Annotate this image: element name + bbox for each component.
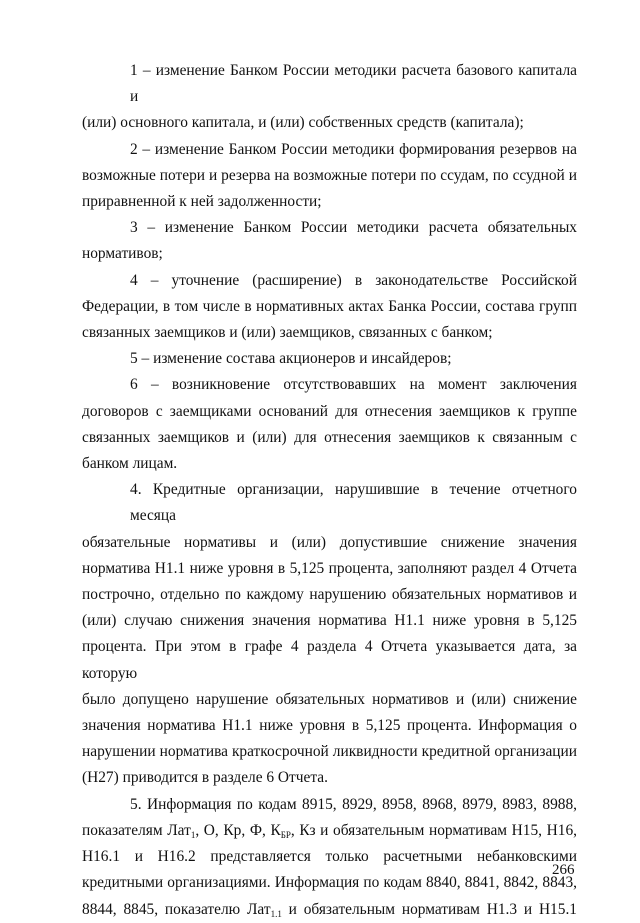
text-line: (Н27) приводится в разделе 6 Отчета.: [82, 769, 328, 787]
text-line: 4. Кредитные организации, нарушившие в течение отчетного месяца: [130, 481, 577, 525]
text-line: 1 – изменение Банком России методики расчета базового капитала и: [130, 62, 577, 106]
section-5-paragraph: [82, 792, 577, 923]
text-line: связанных заемщиков и (или) заемщиков, связанных с банком;: [82, 324, 493, 342]
document-body: [82, 58, 577, 792]
section-5-line-1: 5. Информация по кодам 8915, 8929, 8958, 8968, 8979, 8983, 8988,: [130, 795, 577, 813]
text-line: норматива Н1.1 ниже уровня в 5,125 процента, заполняют раздел 4 Отчета: [82, 559, 577, 577]
text-line: обязательные нормативы и (или) допустившие снижение значения: [82, 533, 577, 551]
paragraph-item-1: [82, 58, 577, 137]
text-line: нарушении норматива краткосрочной ликвидности кредитной организации: [82, 743, 577, 761]
paragraph-item-6: [82, 372, 577, 477]
text-line: банком лицам.: [82, 455, 178, 473]
document-page: [82, 58, 577, 923]
text-line: значения норматива Н1.1 ниже уровня в 5,125 процента. Информация о: [82, 717, 577, 735]
text-line: (или) основного капитала, и (или) собственных средств (капитала);: [82, 114, 524, 132]
text-line: приравненной к ней задолженности;: [82, 193, 322, 211]
text-line: договоров с заемщиками оснований для отнесения заемщиков к группе: [82, 402, 577, 420]
paragraph-item-3: [82, 215, 577, 267]
text-line: связанных заемщиков и (или) для отнесения заемщиков к связанным с: [82, 428, 577, 446]
text-line: 3 – изменение Банком России методики расчета обязательных: [130, 219, 577, 237]
text-line: процента. При этом в графе 4 раздела 4 Отчета указывается дата, за которую: [82, 638, 577, 682]
section-5-line-5: 8844, 8845, показателю Лат$_{1.1}$ и обязательным нормативам Н1.3 и Н15.1: [82, 900, 577, 919]
text-line: Федерации, в том числе в нормативных актах Банка России, состава групп: [82, 297, 577, 315]
paragraph-section-4: [82, 477, 577, 791]
text-line: 5 – изменение состава акционеров и инсайдеров;: [130, 350, 452, 368]
text-line: 6 – возникновение отсутствовавших на момент заключения: [130, 376, 577, 394]
section-5-line-2: показателям Лат$_1$, О, Кр, Ф, $К_{БР}$, Кз и обязательным нормативам Н15, Н16,: [82, 821, 577, 840]
text-line: было допущено нарушение обязательных нормативов и (или) снижение: [82, 690, 577, 708]
paragraph-item-2: [82, 137, 577, 216]
section-5-line-3: Н16.1 и Н16.2 представляется только расчетными небанковскими: [82, 848, 577, 866]
text-line: построчно, отдельно по каждому нарушению обязательных нормативов и: [82, 586, 577, 604]
text-line: (или) случаю снижения значения норматива Н1.1 ниже уровня в 5,125: [82, 612, 577, 630]
text-line: нормативов;: [82, 245, 163, 263]
text-line: 2 – изменение Банком России методики формирования резервов на: [130, 140, 577, 158]
section-5-line-4: кредитными организациями. Информация по кодам 8840, 8841, 8842, 8843,: [82, 874, 577, 892]
text-line: 4 – уточнение (расширение) в законодательстве Российской: [130, 271, 577, 289]
page-number: 266: [552, 862, 575, 878]
paragraph-item-5: [82, 346, 577, 372]
text-line: возможные потери и резерва на возможные потери по ссудам, по ссудной и: [82, 166, 577, 184]
paragraph-item-4: [82, 268, 577, 347]
